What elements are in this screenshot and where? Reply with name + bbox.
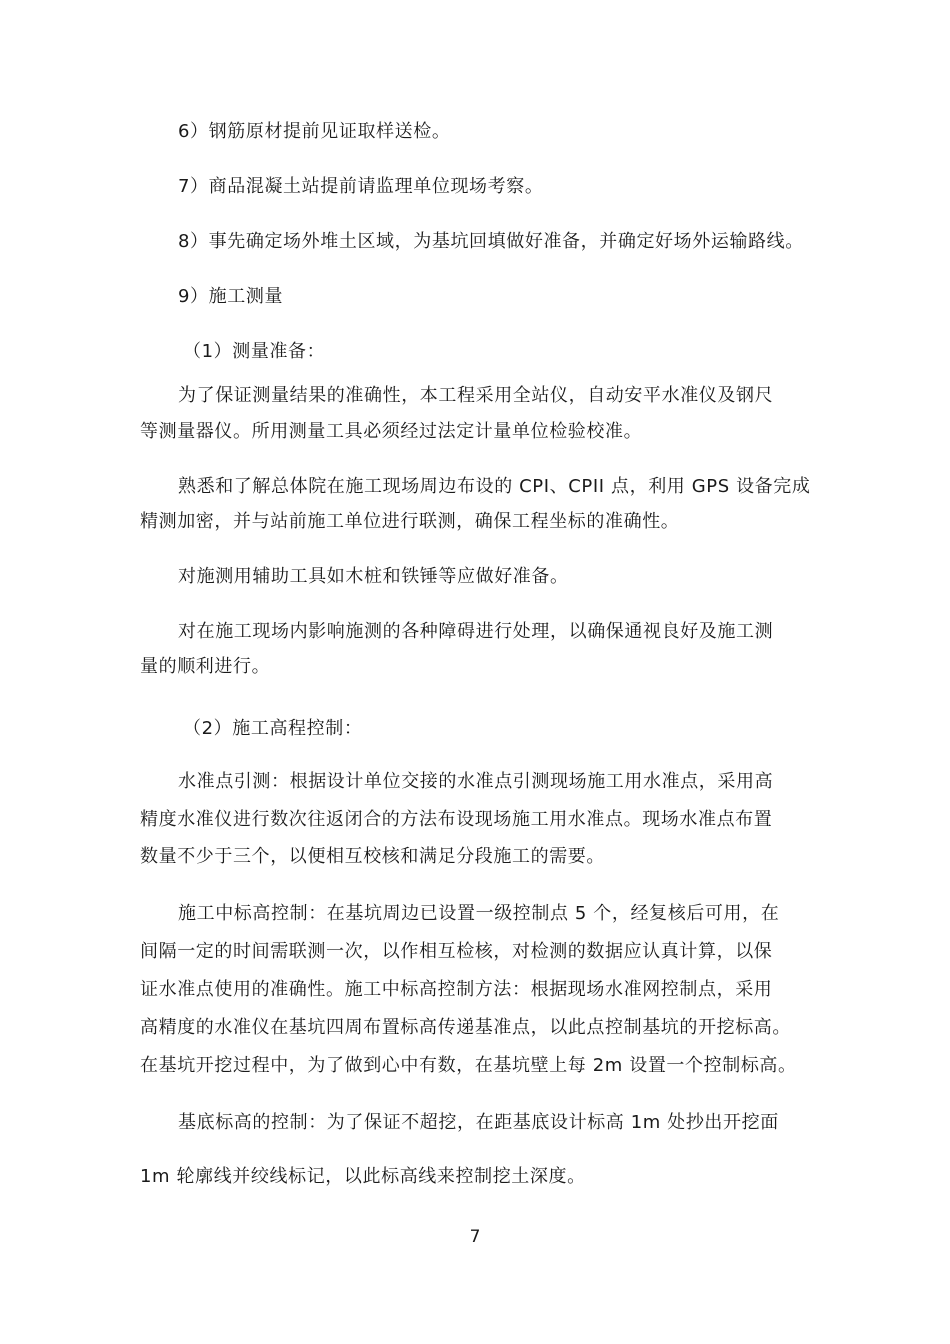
paragraph-line: 精度水准仪进行数次往返闭合的方法布设现场施工用水准点。现场水准点布置 [140,809,773,830]
paragraph-line: 对在施工现场内影响施测的各种障碍进行处理，以确保通视良好及施工测 [178,621,774,642]
paragraph-line: 高精度的水准仪在基坑四周布置标高传递基准点，以此点控制基坑的开挖标高。 [140,1017,791,1038]
paragraph-line: 对施测用辅助工具如木桩和铁锤等应做好准备。 [178,566,569,587]
paragraph-line: 在基坑开挖过程中，为了做到心中有数，在基坑壁上每 2m 设置一个控制标高。 [140,1055,797,1076]
paragraph-line: 1m 轮廓线并绞线标记，以此标高线来控制挖土深度。 [140,1166,586,1187]
paragraph-line: 为了保证测量结果的准确性，本工程采用全站仪，自动安平水准仪及钢尺 [178,385,774,406]
list-item-6: 6）钢筋原材提前见证取样送检。 [178,121,451,142]
paragraph-line: 施工中标高控制：在基坑周边已设置一级控制点 5 个，经复核后可用，在 [178,903,780,924]
paragraph-line: 熟悉和了解总体院在施工现场周边布设的 CPI、CPII 点，利用 GPS 设备完成 [178,476,811,497]
paragraph-line: 证水准点使用的准确性。施工中标高控制方法：根据现场水准网控制点，采用 [140,979,773,1000]
paragraph-line: 间隔一定的时间需联测一次，以作相互检核，对检测的数据应认真计算，以保 [140,941,773,962]
paragraph-line: 基底标高的控制：为了保证不超挖，在距基底设计标高 1m 处抄出开挖面 [178,1112,779,1133]
paragraph-line: 等测量器仪。所用测量工具必须经过法定计量单位检验校准。 [140,421,643,442]
page-number: 7 [469,1227,481,1247]
paragraph-line: 精测加密，并与站前施工单位进行联测，确保工程坐标的准确性。 [140,511,680,532]
list-item-7: 7）商品混凝土站提前请监理单位现场考察。 [178,176,544,197]
paragraph-line: 量的顺利进行。 [140,656,271,677]
list-item-9-heading: 9）施工测量 [178,286,284,307]
subheading-survey-prep: （1）测量准备： [183,341,326,362]
paragraph-line: 数量不少于三个，以便相互校核和满足分段施工的需要。 [140,846,605,867]
list-item-8: 8）事先确定场外堆土区域，为基坑回填做好准备，并确定好场外运输路线。 [178,231,804,252]
paragraph-line: 水准点引测：根据设计单位交接的水准点引测现场施工用水准点，采用高 [178,771,774,792]
subheading-elevation-control: （2）施工高程控制： [183,718,363,739]
